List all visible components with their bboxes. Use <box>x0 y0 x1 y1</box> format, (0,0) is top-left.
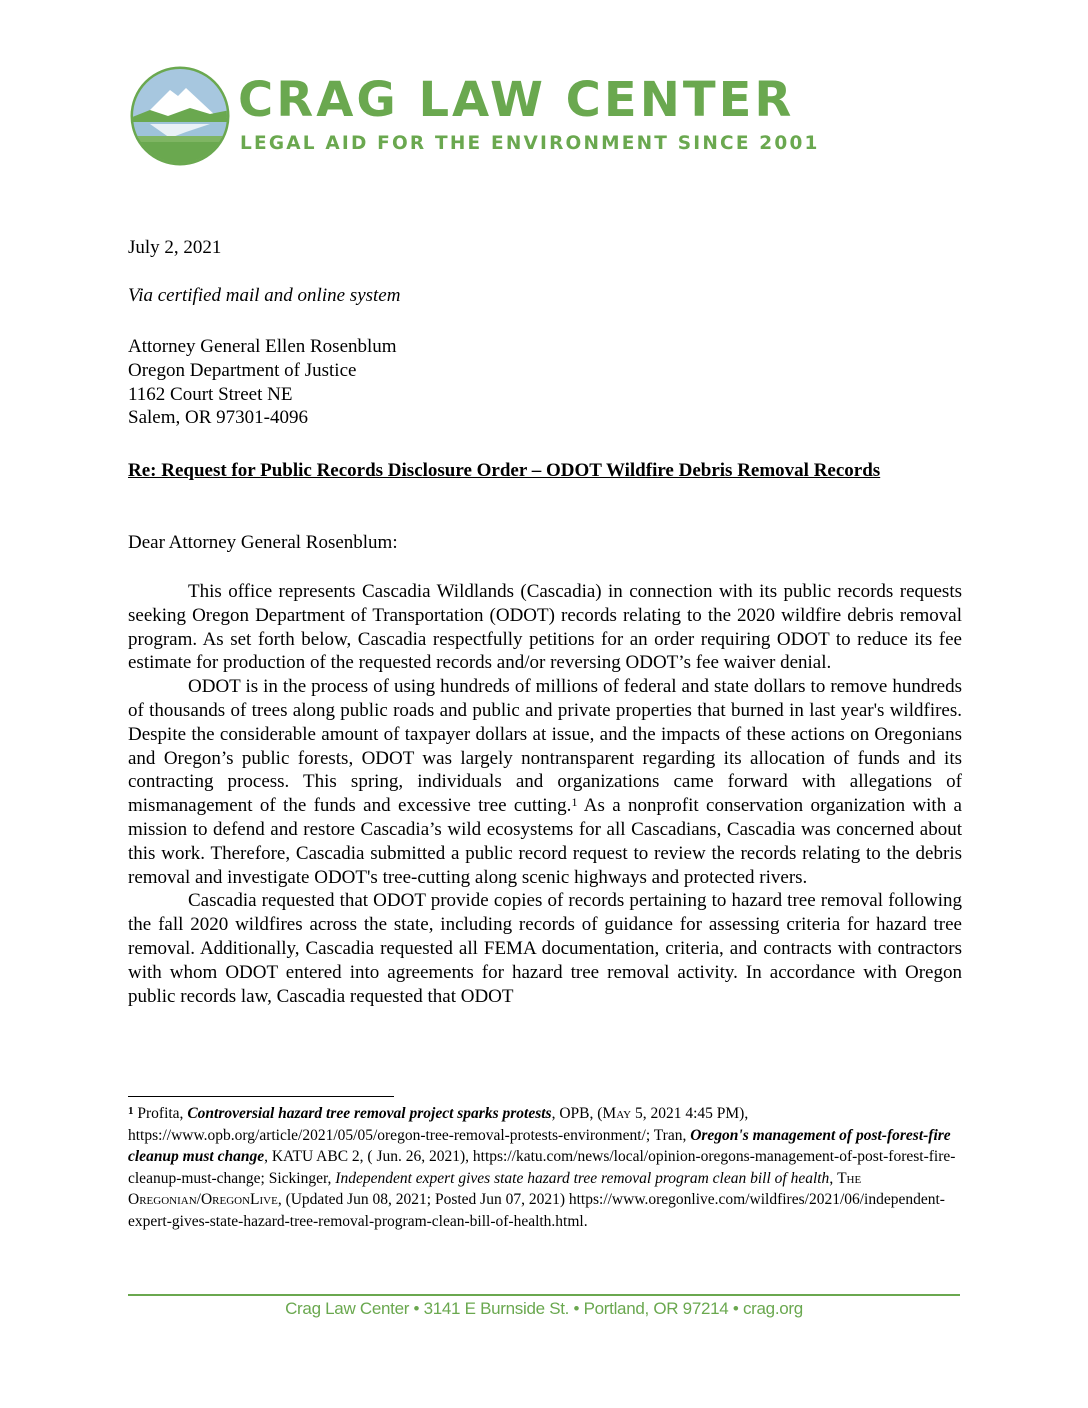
footnote-text: 5, 2021 4:45 PM), https://www.opb.org/article/2021/05/05/oregon-tree-removal-protests-environment/; Tran, <box>128 1105 749 1144</box>
recipient-city: Salem, OR 97301-4096 <box>128 407 308 429</box>
footer-divider <box>128 1294 960 1296</box>
recipient-address <box>128 335 962 430</box>
org-name: CRAG LAW CENTER <box>238 72 795 128</box>
footnote-text: , (Updated Jun 08, 2021; Posted Jun 07, 2021) https://www.oregonlive.com/wildfires/2021/06/independent-expert-gives-state-hazard-tree-removal-program-clean-bill-of-health.html. <box>128 1191 945 1230</box>
paragraph-background <box>128 675 962 889</box>
footer-contact: Crag Law Center • 3141 E Burnside St. • Portland, OR 97214 • crag.org <box>285 1299 803 1318</box>
footnote-article-title: Oregon's management of post-forest-fire cleanup must change <box>128 1126 951 1166</box>
footnote-reference[interactable]: 1 <box>571 795 578 810</box>
footnote-text: Profita, <box>133 1105 188 1122</box>
delivery-method: Via certified mail and online system <box>128 285 401 306</box>
letter-body <box>128 580 962 1008</box>
org-tagline: LEGAL AID FOR THE ENVIRONMENT SINCE 2001 <box>240 133 820 154</box>
footnote-text: , <box>829 1169 838 1187</box>
footnote-text: , KATU ABC 2, ( Jun. 26, 2021), https://katu.com/news/local/opinion-oregons-management-of-post-forest-fire-cleanup-must-change; Sickinger, <box>128 1148 956 1187</box>
footnote <box>128 1103 962 1233</box>
recipient-street: 1162 Court Street NE <box>128 383 293 405</box>
footnote-divider <box>128 1096 394 1097</box>
footnote-publication: The Oregonian/OregonLive <box>128 1169 862 1209</box>
recipient-name: Attorney General Ellen Rosenblum <box>128 336 397 357</box>
recipient-office: Oregon Department of Justice <box>128 359 357 381</box>
footnote-article-title: Controversial hazard tree removal project sparks protests <box>187 1105 552 1122</box>
footnote-article-title: Independent expert gives state hazard tree removal program clean bill of health <box>335 1169 830 1187</box>
footnote-date: May <box>602 1105 632 1122</box>
paragraph-background-text-a: ODOT is in the process of using hundreds of millions of federal and state dollars to remove hundreds of thousands of trees along public roads and public and private properties that burned in last year's wildfires. Despite the considerable amount of taxpayer dollars at issue, and the impacts of these actions on Oregonians and Oregon’s public forests, ODOT was largely nontransparent regarding its allocation of funds and its contracting process. This spring, individuals and organizations came forward with allegations of mismanagement of the funds and excessive tree cutting. <box>128 676 962 817</box>
subject-line: Re: Request for Public Records Disclosure Order – ODOT Wildfire Debris Removal Records <box>128 460 881 481</box>
crag-logo-icon <box>130 66 230 166</box>
salutation: Dear Attorney General Rosenblum: <box>128 532 398 553</box>
footnote-text: , OPB, ( <box>551 1105 603 1122</box>
footnote-number: 1 <box>128 1105 134 1117</box>
paragraph-request: Cascadia requested that ODOT provide copies of records pertaining to hazard tree removal following the fall 2020 wildfires across the state, including records of guidance for assessing criteria for hazard tree removal. Additionally, Cascadia requested all FEMA documentation, criteria, and contracts with contractors with whom ODOT entered into agreements for hazard tree removal activity. In accordance with Oregon public records law, Cascadia requested that ODOT <box>128 890 962 1007</box>
paragraph-background-text-b: As a nonprofit conservation organization with a mission to defend and restore Cascadia’s wild ecosystems for all Cascadians, Cascadia was concerned about this work. Therefore, Cascadia submitted a public record request to review the records relating to the debris removal and investigate ODOT's tree-cutting along scenic highways and protected rivers. <box>128 795 962 888</box>
letter-date: July 2, 2021 <box>128 237 222 258</box>
letterhead <box>130 66 890 166</box>
paragraph-intro: This office represents Cascadia Wildlands (Cascadia) in connection with its public records requests seeking Oregon Department of Transportation (ODOT) records relating to the 2020 wildfire debris removal program. As set forth below, Cascadia respectfully petitions for an order requiring ODOT to reduce its fee estimate for production of the requested records and/or reversing ODOT’s fee waiver denial. <box>128 581 962 674</box>
